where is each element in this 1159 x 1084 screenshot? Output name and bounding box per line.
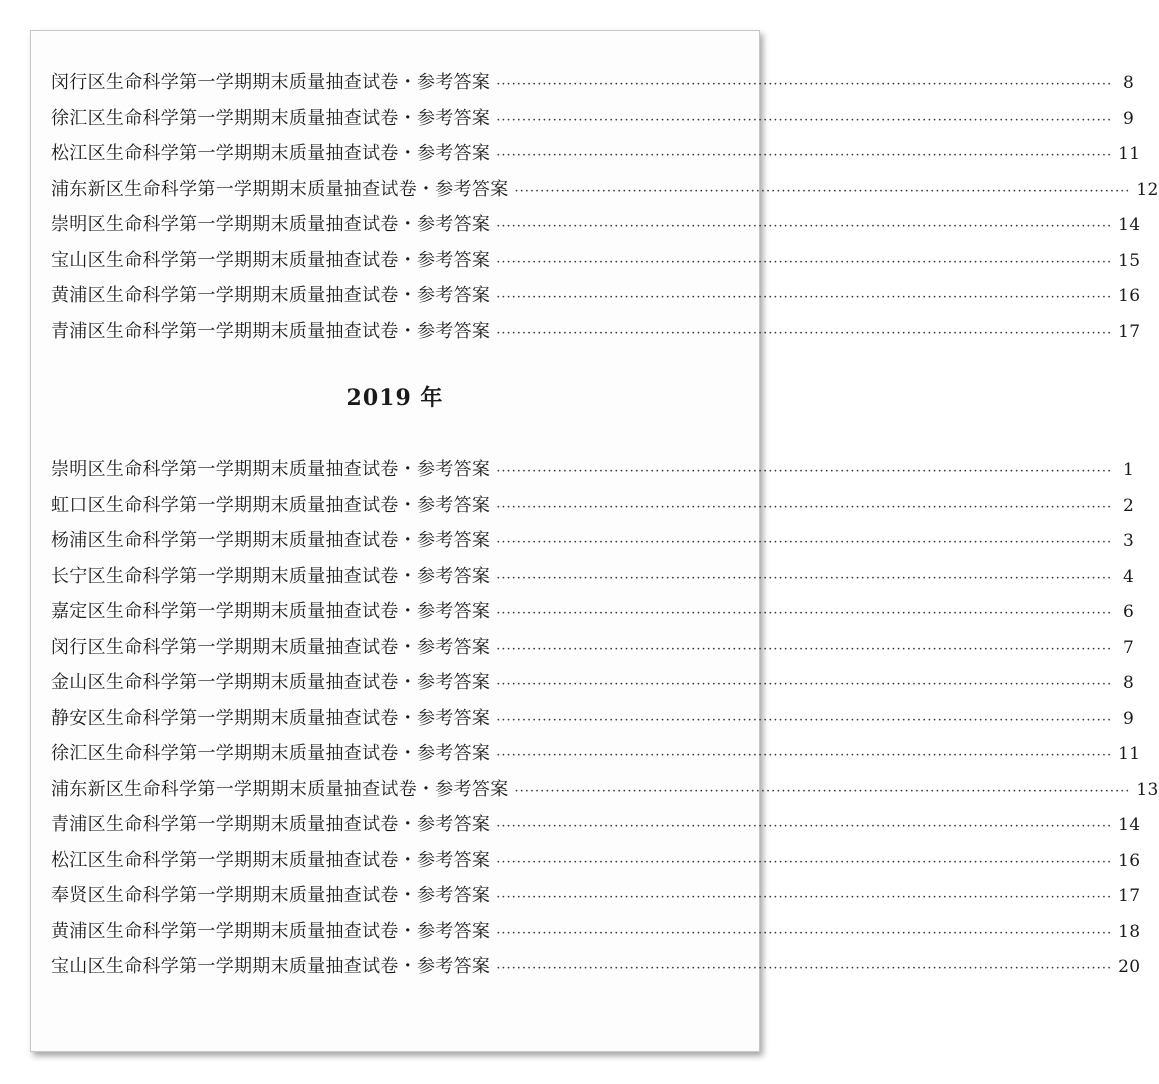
- toc-entry: [51, 243, 1141, 279]
- toc-entry-title: 崇明区生命科学第一学期期末质量抽查试卷・参考答案: [51, 459, 491, 480]
- toc-entry-title: 奉贤区生命科学第一学期期末质量抽查试卷・参考答案: [51, 885, 491, 906]
- toc-entry-title: 虹口区生命科学第一学期期末质量抽查试卷・参考答案: [51, 494, 491, 516]
- toc-entry-page: 8: [1122, 73, 1135, 93]
- toc-entry: [51, 772, 1159, 808]
- dot-leader: ························································································································: [496, 961, 1113, 976]
- dot-leader: ························································································································: [496, 325, 1113, 341]
- toc-entry: [51, 314, 1141, 350]
- toc-entry-title: 徐汇区生命科学第一学期期末质量抽查试卷・参考答案: [51, 107, 491, 129]
- dot-leader: ························································································································: [496, 890, 1113, 905]
- dot-leader: ························································································································: [496, 606, 1113, 621]
- toc-entry-page: 20: [1118, 957, 1141, 977]
- toc-entry: [51, 172, 1159, 208]
- toc-entry-title: 嘉定区生命科学第一学期期末质量抽查试卷・参考答案: [51, 601, 491, 622]
- toc-entry-page: 13: [1136, 779, 1159, 800]
- year-heading: 2019 年: [346, 385, 444, 411]
- dot-leader: ························································································································: [514, 783, 1131, 799]
- toc-entry: [51, 101, 1135, 137]
- toc-entry-title: 青浦区生命科学第一学期期末质量抽查试卷・参考答案: [51, 814, 491, 835]
- toc-entry-title: 松江区生命科学第一学期期末质量抽查试卷・参考答案: [51, 849, 491, 871]
- toc-entry-page: 4: [1122, 566, 1135, 587]
- toc-entry-title: 黄浦区生命科学第一学期期末质量抽查试卷・参考答案: [51, 285, 491, 306]
- toc-entry-page: 1: [1122, 460, 1135, 480]
- toc-entry-title: 浦东新区生命科学第一学期期末质量抽查试卷・参考答案: [51, 778, 509, 800]
- toc-entry: [51, 136, 1141, 172]
- dot-leader: ························································································································: [496, 219, 1113, 234]
- toc-entry-page: 7: [1122, 637, 1135, 658]
- dot-leader: ························································································································: [496, 290, 1113, 305]
- toc-entry-title: 松江区生命科学第一学期期末质量抽查试卷・参考答案: [51, 143, 491, 164]
- toc-entry: [51, 807, 1141, 843]
- toc-section-2019: [51, 452, 1159, 985]
- dot-leader: ························································································································: [496, 854, 1113, 870]
- toc-entry-page: 16: [1118, 286, 1141, 306]
- toc-entry: [51, 914, 1141, 950]
- toc-entry-page: 11: [1118, 144, 1141, 164]
- document-page: [30, 30, 1159, 1052]
- toc-entry: [51, 594, 1135, 630]
- toc-entry-title: 宝山区生命科学第一学期期末质量抽查试卷・参考答案: [51, 249, 491, 271]
- toc-entry: [51, 278, 1141, 314]
- toc-entry: [51, 701, 1135, 737]
- toc-entry-page: 17: [1118, 321, 1141, 342]
- toc-entry-title: 崇明区生命科学第一学期期末质量抽查试卷・参考答案: [51, 214, 491, 235]
- toc-entry: [51, 736, 1141, 772]
- toc-entry: [51, 843, 1141, 879]
- toc-section-previous-year: [51, 65, 1159, 349]
- toc-entry-page: 9: [1122, 108, 1135, 129]
- dot-leader: ························································································································: [496, 148, 1113, 163]
- dot-leader: ························································································································: [496, 925, 1113, 941]
- toc-entry: [51, 559, 1135, 595]
- toc-entry: [51, 488, 1135, 524]
- toc-entry-page: 11: [1118, 744, 1141, 764]
- toc-entry-title: 宝山区生命科学第一学期期末质量抽查试卷・参考答案: [51, 956, 491, 977]
- toc-entry-page: 9: [1122, 708, 1135, 729]
- dot-leader: ························································································································: [496, 499, 1113, 515]
- toc-entry-page: 14: [1118, 215, 1141, 235]
- toc-entry-page: 14: [1118, 815, 1141, 835]
- toc-entry: [51, 452, 1135, 488]
- toc-entry: [51, 65, 1135, 101]
- toc-entry-title: 金山区生命科学第一学期期末质量抽查试卷・参考答案: [51, 672, 491, 693]
- toc-entry-page: 15: [1118, 250, 1141, 271]
- toc-entry: [51, 523, 1135, 559]
- toc-entry-page: 8: [1122, 673, 1135, 693]
- toc-entry: [51, 665, 1135, 701]
- toc-entry: [51, 630, 1135, 666]
- toc-entry-title: 闵行区生命科学第一学期期末质量抽查试卷・参考答案: [51, 72, 491, 93]
- toc-entry: [51, 207, 1141, 243]
- dot-leader: ························································································································: [496, 570, 1113, 586]
- toc-entry-page: 2: [1122, 495, 1135, 516]
- dot-leader: ························································································································: [496, 748, 1113, 763]
- toc-entry-page: 17: [1118, 886, 1141, 906]
- toc-entry-title: 黄浦区生命科学第一学期期末质量抽查试卷・参考答案: [51, 920, 491, 942]
- dot-leader: ························································································································: [496, 464, 1113, 479]
- toc-entry-page: 16: [1118, 850, 1141, 871]
- toc-entry-page: 6: [1122, 602, 1135, 622]
- toc-entry-title: 浦东新区生命科学第一学期期末质量抽查试卷・参考答案: [51, 178, 509, 200]
- toc-entry-title: 静安区生命科学第一学期期末质量抽查试卷・参考答案: [51, 707, 491, 729]
- toc-entry-title: 杨浦区生命科学第一学期期末质量抽查试卷・参考答案: [51, 530, 491, 551]
- dot-leader: ························································································································: [496, 112, 1113, 128]
- toc-entry-title: 长宁区生命科学第一学期期末质量抽查试卷・参考答案: [51, 565, 491, 587]
- dot-leader: ························································································································: [496, 641, 1113, 657]
- toc-entry-title: 闵行区生命科学第一学期期末质量抽查试卷・参考答案: [51, 636, 491, 658]
- toc-entry-title: 徐汇区生命科学第一学期期末质量抽查试卷・参考答案: [51, 743, 491, 764]
- toc-entry: [51, 878, 1141, 914]
- dot-leader: ························································································································: [496, 535, 1113, 550]
- toc-entry-page: 3: [1122, 531, 1135, 551]
- dot-leader: ························································································································: [496, 677, 1113, 692]
- dot-leader: ························································································································: [496, 712, 1113, 728]
- dot-leader: ························································································································: [514, 183, 1131, 199]
- toc-entry-title: 青浦区生命科学第一学期期末质量抽查试卷・参考答案: [51, 320, 491, 342]
- dot-leader: ························································································································: [496, 819, 1113, 834]
- toc-entry-page: 12: [1136, 179, 1159, 200]
- toc-entry-page: 18: [1118, 921, 1141, 942]
- dot-leader: ························································································································: [496, 77, 1113, 92]
- toc-entry: [51, 949, 1141, 985]
- dot-leader: ························································································································: [496, 254, 1113, 270]
